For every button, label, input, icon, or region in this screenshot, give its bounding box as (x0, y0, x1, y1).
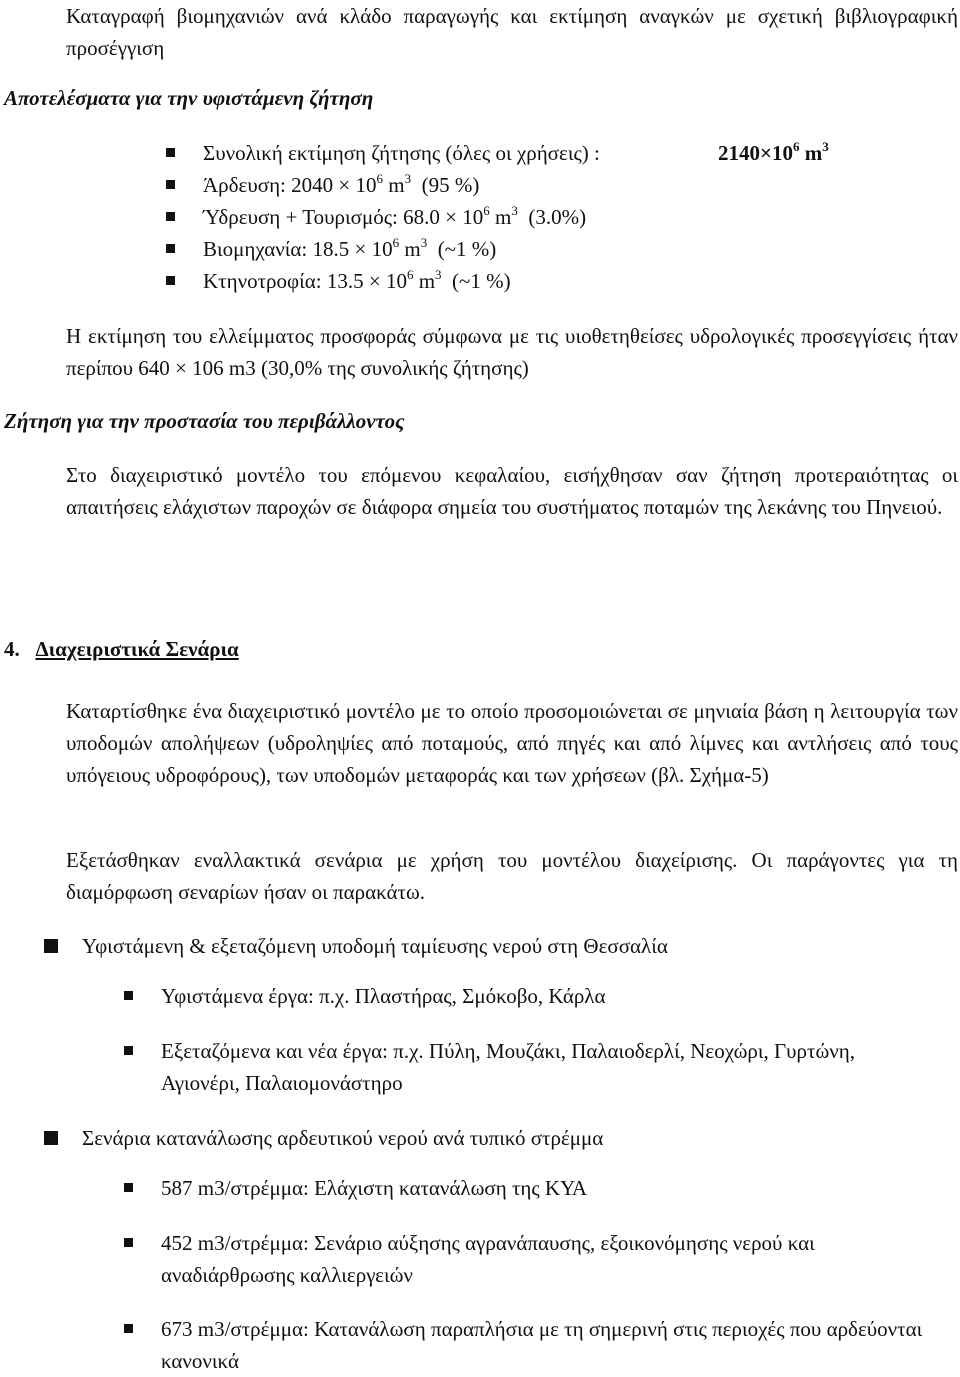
square-bullet-icon (124, 1183, 133, 1192)
deficit-text: Η εκτίμηση του ελλείμματος προσφοράς σύμφωνα με τις υιοθετηθείσες υδρολογικές προσεγγίσεις ήταν περίπου 640 × 106 m3 (30,0% της συνολικής ζήτησης) (66, 324, 958, 380)
bullet-total-demand (166, 137, 600, 169)
factor2-item-587 (124, 1172, 587, 1204)
total-demand-value: $2140\times 10^6$ $m^3$ (718, 139, 829, 165)
square-bullet-icon (166, 276, 175, 285)
section-4-heading (4, 633, 239, 665)
factor-irrigation-consumption (44, 1122, 603, 1154)
square-bullet-icon (166, 148, 175, 157)
section-heading-current-demand: Αποτελέσματα για την υφιστάμενη ζήτηση (4, 86, 374, 110)
scenarios-paragraph (66, 844, 958, 908)
bullet-industry (166, 233, 496, 265)
environment-text: Στο διαχειριστικό μοντέλο του επόμενου κεφαλαίου, εισήχθησαν σαν ζήτηση προτεραιότητας οι απαιτήσεις ελάχιστων παροχών σε διάφορα σημεία του συστήματος ποταμών της λεκάνης του Πηνειού. (66, 463, 958, 519)
factor2-item-452 (124, 1227, 934, 1291)
square-bullet-icon (44, 939, 58, 953)
irrigation-text: Άρδευση: $2040 \times 10^6$ $m^3$ (95 %) (203, 171, 480, 197)
square-bullet-icon (166, 244, 175, 253)
intro-text: Καταγραφή βιομηχανιών ανά κλάδο παραγωγής και εκτίμηση αναγκών με σχετική βιβλιογραφική προσέγγιση (66, 4, 958, 60)
factor-1-item-2-text: Εξεταζόμενα και νέα έργα: π.χ. Πύλη, Μουζάκι, Παλαιοδερλί, Νεοχώρι, Γυρτώνη, Αγιονέρι, Παλαιομονάστηρο (161, 1039, 856, 1095)
square-bullet-icon (124, 1324, 133, 1333)
livestock-text: Κτηνοτροφία: $13.5 \times 10^6$ $m^3$ (~1 %) (203, 267, 511, 293)
bullet-livestock (166, 265, 511, 297)
section-number: 4. (4, 637, 20, 661)
bullet-irrigation (166, 169, 479, 201)
bullet-water-supply (166, 201, 586, 233)
deficit-paragraph (66, 320, 958, 384)
factor-2-item-2-text: 452 m3/στρέμμα: Σενάριο αύξησης αγρανάπαυσης, εξοικονόμησης νερού και αναδιάρθρωσης καλλιεργειών (161, 1231, 815, 1287)
square-bullet-icon (44, 1131, 58, 1145)
square-bullet-icon (124, 1238, 133, 1247)
water-supply-text: Ύδρευση + Τουρισμός: $68.0 \times 10^6$ $m^3$ (3.0%) (203, 203, 587, 229)
environment-paragraph (66, 459, 958, 523)
factor-1-text: Υφιστάμενη & εξεταζόμενη υποδομή ταμίευσης νερού στη Θεσσαλία (82, 934, 668, 958)
square-bullet-icon (166, 180, 175, 189)
factor-2-item-3-text: 673 m3/στρέμμα: Κατανάλωση παραπλήσια με τη σημερινή στις περιοχές που αρδεύονται κανονικά (161, 1317, 923, 1373)
model-paragraph (66, 695, 958, 791)
section-title: Διαχειριστικά Σενάρια (35, 637, 239, 661)
total-demand-label: Συνολική εκτίμηση ζήτησης (όλες οι χρήσεις) : (203, 141, 600, 165)
square-bullet-icon (124, 991, 133, 1000)
section-heading-environment: Ζήτηση για την προστασία του περιβάλλοντος (4, 409, 405, 433)
square-bullet-icon (166, 212, 175, 221)
factor-2-item-1-text: 587 m3/στρέμμα: Ελάχιστη κατανάλωση της ΚΥΑ (161, 1176, 587, 1200)
intro-paragraph (66, 0, 958, 64)
square-bullet-icon (124, 1046, 133, 1055)
model-text: Καταρτίσθηκε ένα διαχειριστικό μοντέλο με το οποίο προσομοιώνεται σε μηνιαία βάση η λειτουργία των υποδομών απολήψεων (υδροληψίες από ποταμούς, από πηγές και από λίμνες και αντλήσεις από τους υπόγειους υδροφόρους), των υποδομών μεταφοράς και των χρήσεων (βλ. Σχήμα-5) (66, 699, 958, 787)
factor-2-text: Σενάρια κατανάλωσης αρδευτικού νερού ανά τυπικό στρέμμα (82, 1126, 604, 1150)
factor1-item-existing (124, 980, 606, 1012)
factor-storage-infrastructure (44, 930, 668, 962)
factor-1-item-1-text: Υφιστάμενα έργα: π.χ. Πλαστήρας, Σμόκοβο, Κάρλα (161, 984, 606, 1008)
factor1-item-new (124, 1035, 884, 1099)
scenarios-text: Εξετάσθηκαν εναλλακτικά σενάρια με χρήση του μοντέλου διαχείρισης. Οι παράγοντες για τη διαμόρφωση σεναρίων ήσαν οι παρακάτω. (66, 848, 958, 904)
factor2-item-673 (124, 1313, 934, 1377)
industry-text: Βιομηχανία: $18.5 \times 10^6$ $m^3$ (~1 %) (203, 235, 497, 261)
